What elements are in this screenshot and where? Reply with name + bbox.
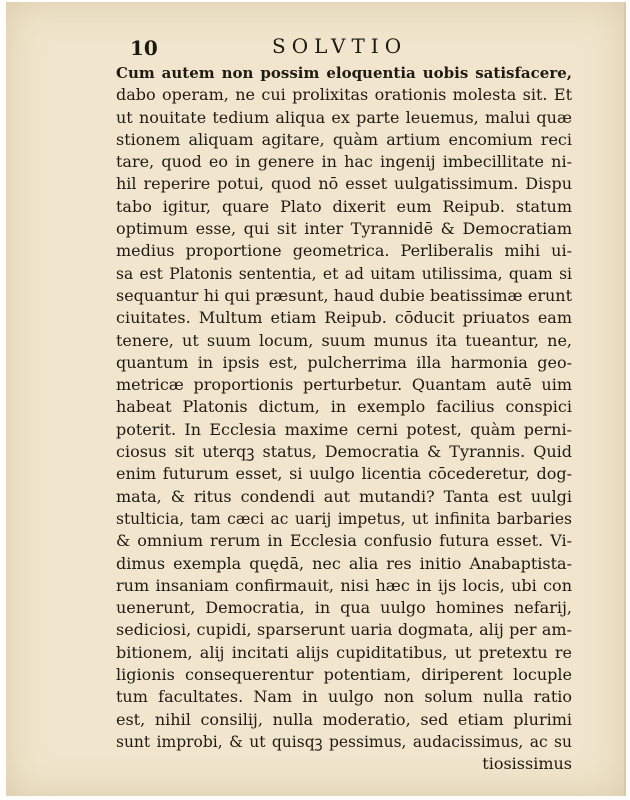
text-line: rum insaniam confirmauit, nisi hæc in ijs locis, ubi con [116,575,572,595]
text-line: ut nouitate tedium aliqua ex parte leuemus, malui quæ [116,107,572,127]
text-line: tenere, ut suum locum, suum munus ita tueantur, ne, [116,330,572,350]
text-line: est, nihil consilij, nulla moderatio, sed etiam plurimi [116,709,572,729]
text-line: tiosissimus [482,754,572,774]
text-line: tare, quod eo in genere in hac ingenij imbecillitate ni- [116,152,572,172]
running-title: SOLVTIO [272,34,408,58]
text-line: mata, & ritus condendi aut mutandi? Tanta est uulgi [116,486,572,506]
text-line: tum facultates. Nam in uulgo non solum nulla ratio [116,687,572,707]
text-line: ligionis consequerentur potentiam, diriperent locuple [116,665,572,685]
text-line: quantum in ipsis est, pulcherrima illa harmonia geo- [116,352,572,372]
text-line: uenerunt, Democratia, in qua uulgo homines nefarij, [116,598,572,618]
text-line: Cum autem non possim eloquentia uobis satisfacere, [116,64,572,82]
text-line: sunt improbi, & ut quisqꝫ pessimus, audacissimus, ac su [116,732,572,751]
text-line: sediciosi, cupidi, sparserunt uaria dogmata, alij per am- [116,620,572,640]
text-line: bitionem, alij incitati alijs cupiditatibus, ut pretextu re [116,642,572,662]
running-head [6,32,624,62]
text-line: stulticia, tam cæci ac uarij impetus, ut infinita barbaries [116,509,572,528]
text-line: & omnium rerum in Ecclesia confusio futura esset. Vi- [116,531,572,551]
text-line: habeat Platonis dictum, in exemplo facilius conspici [116,397,572,417]
text-line: tabo igitur, quare Plato dixerit eum Reipub. statum [116,196,572,216]
text-line: medius proportione geometrica. Perliberalis mihi ui- [116,241,572,261]
text-line: ciosus sit uterqꝫ status, Democratia & Tyrannis. Quid [116,442,572,462]
text-line: dabo operam, ne cui prolixitas orationis molesta sit. Et [116,85,572,105]
text-line: metricæ proportionis perturbetur. Quantam autē uim [116,375,572,395]
text-line: stionem aliquam agitare, quàm artium encomium reci [116,129,572,149]
text-line: poterit. In Ecclesia maxime cerni potest, quàm perni- [116,419,572,439]
text-line: enim futurum esset, si uulgo licentia cōcederetur, dog- [116,464,572,484]
text-line: sequantur hi qui præsunt, haud dubie beatissimæ erunt [116,285,572,305]
text-line: hil reperire potui, quod nō esset uulgatissimum. Dispu [116,174,572,194]
text-line: sa est Platonis sententia, et ad uitam utilissima, quam si [116,264,572,283]
text-line: dimus exempla quędā, nec alia res initio Anabaptista- [116,553,572,573]
body-text [116,62,572,774]
text-line: optimum esse, qui sit inter Tyrannidē & Democratiam [116,219,572,239]
page-number: 10 [130,36,158,60]
text-line: ciuitates. Multum etiam Reipub. cōducit priuatos eam [116,308,572,328]
book-page [6,2,626,796]
